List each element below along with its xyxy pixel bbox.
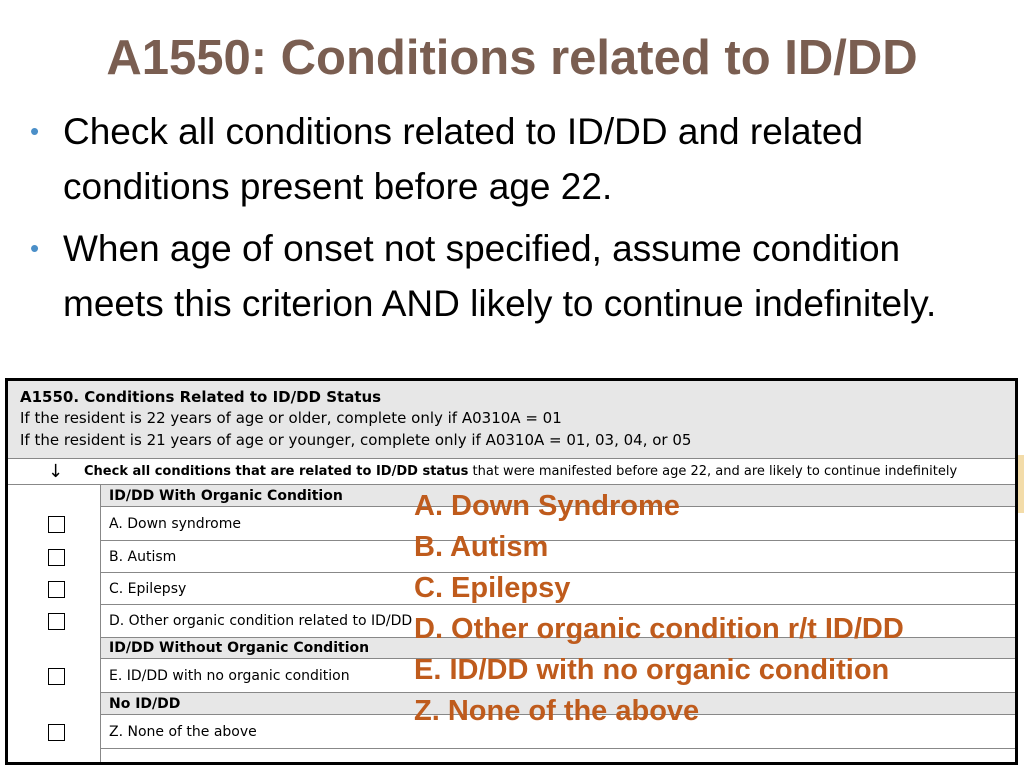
condition-row: B. Autism: [101, 541, 1018, 573]
bullet-dot-icon: •: [30, 116, 40, 146]
annotation-item: D. Other organic condition r/t ID/DD: [414, 613, 904, 645]
form-instruction-line: If the resident is 22 years of age or older, complete only if A0310A = 01: [20, 409, 562, 427]
bullet-dot-icon: •: [30, 233, 40, 263]
section-header: ID/DD With Organic Condition: [101, 485, 1018, 507]
bullet-text: Check all conditions related to ID/DD and related conditions present before age 22.: [63, 111, 864, 207]
condition-row: C. Epilepsy: [101, 573, 1018, 605]
condition-row: Z. None of the above: [101, 715, 1018, 749]
bullet-item: [30, 104, 990, 214]
check-instruction-text: [84, 459, 957, 485]
slide-title: A1550: Conditions related to ID/DD: [106, 31, 918, 85]
condition-checkbox[interactable]: [48, 668, 65, 685]
form-instruction-line: If the resident is 21 years of age or younger, complete only if A0310A = 01, 03, 04, or 05: [20, 431, 692, 449]
section-header: ID/DD Without Organic Condition: [101, 638, 1018, 659]
bullet-list: [30, 104, 990, 338]
check-instruction-row: [8, 459, 1015, 485]
form-title: A1550. Conditions Related to ID/DD Status: [20, 388, 382, 406]
condition-checkbox[interactable]: [48, 613, 65, 630]
condition-row: E. ID/DD with no organic condition: [101, 659, 1018, 693]
annotation-item: A. Down Syndrome: [414, 490, 680, 522]
annotation-item: Z. None of the above: [414, 695, 700, 727]
annotation-list: [414, 486, 904, 732]
condition-checkbox[interactable]: [48, 549, 65, 566]
bullet-item: [30, 221, 990, 331]
condition-row: D. Other organic condition related to ID/DD: [101, 605, 1018, 638]
annotation-item: C. Epilepsy: [414, 572, 571, 604]
down-arrow-icon: ↓: [48, 461, 64, 482]
edge-decoration: [1017, 455, 1024, 513]
condition-checkbox[interactable]: [48, 724, 65, 741]
condition-checkbox[interactable]: [48, 516, 65, 533]
check-instruction-bold: Check all conditions that are related to ID/DD status: [84, 464, 469, 479]
section-header: No ID/DD: [101, 693, 1018, 715]
annotation-item: E. ID/DD with no organic condition: [414, 654, 890, 686]
check-instruction-rest: that were manifested before age 22, and are likely to continue indefinitely: [468, 464, 958, 479]
form-header: [8, 381, 1015, 459]
condition-checkbox[interactable]: [48, 581, 65, 598]
bullet-text: When age of onset not specified, assume condition meets this criterion AND likely to continue indefinitely.: [63, 228, 937, 324]
annotation-item: B. Autism: [414, 531, 549, 563]
condition-row: A. Down syndrome: [101, 507, 1018, 541]
